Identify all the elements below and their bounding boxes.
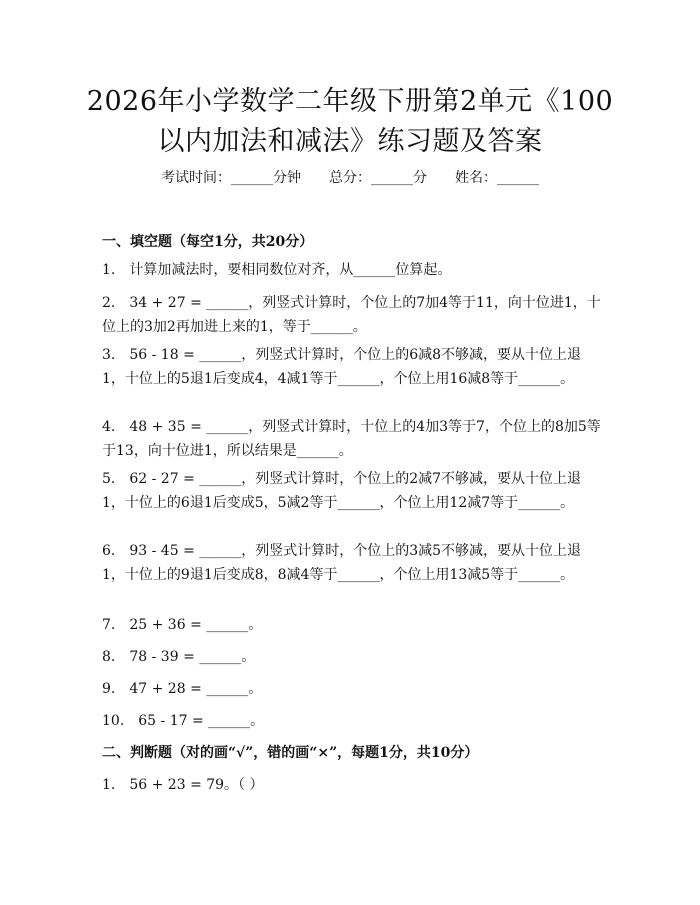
question-9: 9. 47 + 28 = ______。 (102, 681, 263, 697)
exam-time: 考试时间：______分钟 (161, 170, 301, 186)
question-6: 6. 93 - 45 = ______，列竖式计算时，个位上的3减5不够减，要从十位上退1，十位上的9退1后变成8，8减4等于______，个位上用13减5等于______。 (102, 543, 582, 583)
question-10: 10. 65 - 17 = ______。 (102, 713, 265, 729)
student-name: 姓名：______ (455, 170, 539, 186)
question-7: 7. 25 + 36 = ______。 (102, 617, 263, 633)
page-title-line-2: 以内加法和减法》练习题及答案 (157, 126, 543, 157)
page-title-line-1: 2026年小学数学二年级下册第2单元《100 (86, 86, 614, 117)
question-4: 4. 48 + 35 = ______，列竖式计算时，十位上的4加3等于7，个位上的8加5等于13，向十位进1，所以结果是______。 (102, 419, 601, 459)
question-8: 8. 78 - 39 = ______。 (102, 649, 256, 665)
question-5: 5. 62 - 27 = ______，列竖式计算时，个位上的2减7不够减，要从十位上退1，十位上的6退1后变成5，5减2等于______，个位上用12减7等于______。 (102, 471, 582, 511)
question-1: 1. 计算加减法时，要相同数位对齐，从______位算起。 (102, 262, 452, 278)
section-fill-blank-heading: 一、填空题（每空1分，共20分） (102, 234, 314, 250)
question-2: 2. 34 + 27 = ______，列竖式计算时，个位上的7加4等于11，向十位进1，十位上的3加2再加进上来的1，等于______。 (102, 295, 601, 335)
exam-score: 总分：______分 (329, 170, 427, 186)
exam-meta (0, 166, 700, 190)
section-true-false-heading: 二、判断题（对的画“√”，错的画“×”，每题1分，共10分） (102, 745, 479, 761)
tf-question-1: 1. 56 + 23 = 79。（ ） (102, 777, 264, 793)
question-3: 3. 56 - 18 = ______，列竖式计算时，个位上的6减8不够减，要从十位上退1，十位上的5退1后变成4，4减1等于______，个位上用16减8等于______。 (102, 347, 582, 387)
